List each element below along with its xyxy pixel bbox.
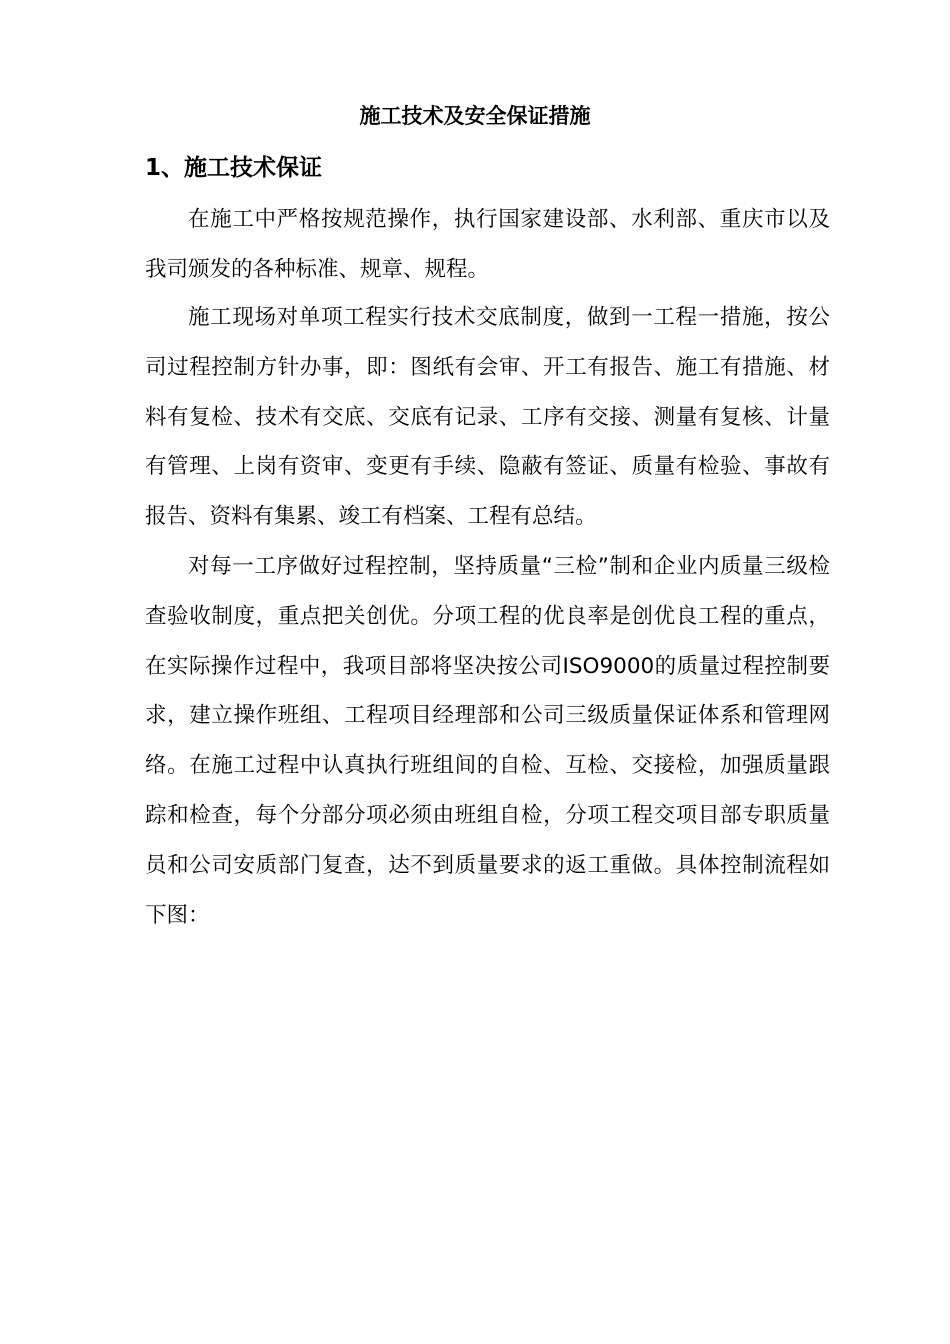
paragraph-1: 在施工中严格按规范操作，执行国家建设部、水利部、重庆市以及我司颁发的各种标准、规章、规程。	[145, 207, 830, 282]
paragraph-3: 对每一工序做好过程控制，坚持质量“三检”制和企业内质量三级检查验收制度，重点把关创优。分项工程的优良率是创优良工程的重点，在实际操作过程中，我项目部将坚决按公司ISO9000的质量过程控制要求，建立操作班组、工程项目经理部和公司三级质量保证体系和管理网络。在施工过程中认真执行班组间的自检、互检、交接检，加强质量跟踪和检查，每个分部分项必须由班组自检，分项工程交项目部专职质量员和公司安质部门复查，达不到质量要求的返工重做。具体控制流程如下图：	[145, 554, 830, 928]
document-title: 施工技术及安全保证措施	[359, 104, 591, 128]
paragraph-2: 施工现场对单项工程实行技术交底制度，做到一工程一措施，按公司过程控制方针办事，即：图纸有会审、开工有报告、施工有措施、材料有复检、技术有交底、交底有记录、工序有交接、测量有复核、计量有管理、上岗有资审、变更有手续、隐蔽有签证、质量有检验、事故有报告、资料有集累、竣工有档案、工程有总结。	[145, 305, 830, 530]
section-heading: 1、施工技术保证	[145, 155, 323, 181]
